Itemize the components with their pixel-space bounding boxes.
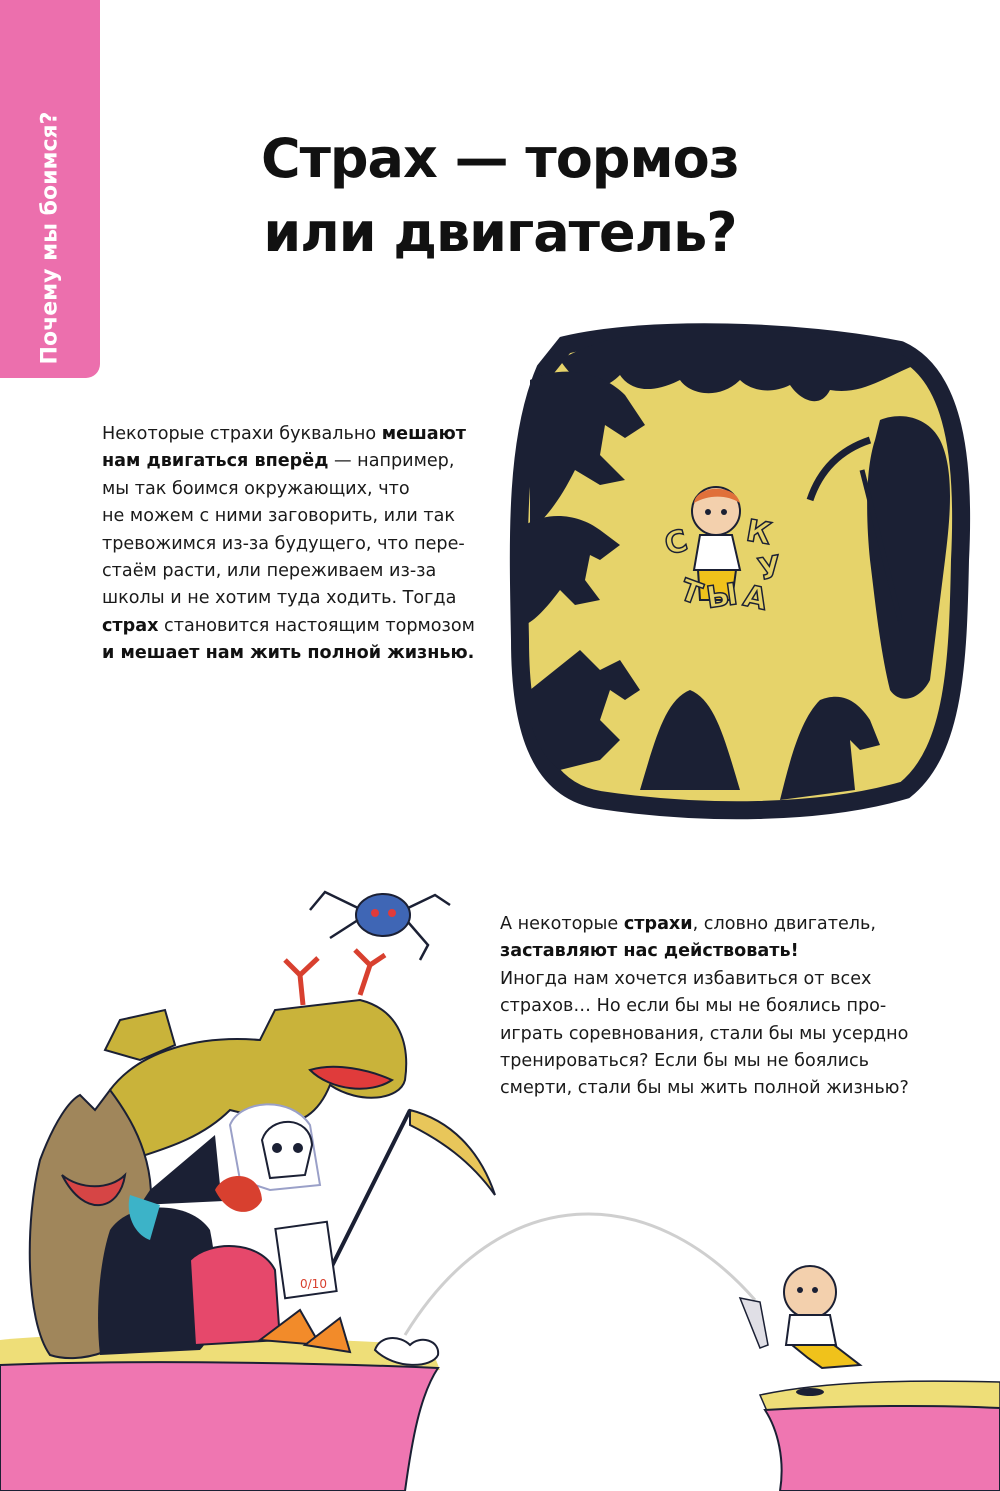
paragraph-line: страх становится настоящим тормозом: [102, 615, 475, 636]
section-tab-label: Почему мы боимся?: [37, 111, 63, 365]
paragraph-line: заставляют нас действовать!: [500, 941, 799, 962]
paragraph-line: не можем с ними заговорить, или так: [102, 506, 456, 527]
boy-eye: [721, 509, 727, 515]
letter: У: [755, 549, 785, 588]
scythe-blade: [410, 1110, 495, 1195]
spider-eye: [371, 909, 379, 917]
test-grade: 0/10: [300, 1277, 327, 1291]
letter: С: [661, 523, 692, 563]
paragraph-line: Некоторые страхи буквально мешают: [102, 424, 466, 444]
boy-eye: [812, 1287, 818, 1293]
failed-test: [275, 1222, 336, 1299]
paragraph-line: и мешает нам жить полной жизнью.: [102, 643, 475, 664]
dragon-horns: [285, 950, 385, 1005]
boy-eye: [797, 1287, 803, 1293]
boy-pants: [792, 1345, 860, 1368]
paragraph-line: тревожимся из-за будущего, что пере-: [102, 533, 465, 554]
letter: Т: [675, 572, 707, 613]
boy-head: [784, 1266, 836, 1318]
skull-eye: [293, 1143, 303, 1153]
jumping-boy: [740, 1266, 860, 1368]
letter: Ы: [704, 576, 740, 616]
paragraph-line: Иногда нам хочется избавиться от всех: [500, 968, 872, 989]
letter: А: [740, 578, 771, 618]
spider-eye: [388, 909, 396, 917]
right-cliff: [765, 1406, 1000, 1491]
boy-shirt: [786, 1315, 836, 1345]
page-title-line2: или двигатель?: [263, 201, 737, 264]
teacher-body: [190, 1246, 280, 1345]
paragraph-line: школы и не хотим туда ходить. Тогда: [102, 588, 457, 609]
jump-trajectory: [405, 1214, 755, 1335]
skull: [262, 1122, 312, 1178]
spider-body: [356, 894, 410, 936]
left-cliff: [0, 1362, 438, 1491]
paragraph-line: страхов… Но если бы мы не боялись про-: [500, 996, 887, 1017]
paragraph-line: мы так боимся окружающих, что: [102, 478, 410, 499]
running-from-fears-illustration: [0, 892, 1000, 1491]
boy-shirt: [694, 535, 740, 570]
paragraph-line: тренироваться? Если бы мы не боялись: [500, 1051, 870, 1072]
paragraph-line: стаём расти, или переживаем из-за: [102, 561, 437, 582]
paragraph-line: нам двигаться вперёд — например,: [102, 451, 455, 472]
hole: [796, 1388, 824, 1396]
skull-eye: [272, 1143, 282, 1153]
paragraph-line: играть соревнования, стали бы мы усердно: [500, 1023, 909, 1044]
boy-eye: [705, 509, 711, 515]
paragraph-line: смерти, стали бы мы жить полной жизнью?: [500, 1078, 909, 1099]
paragraph-line: А некоторые страхи, словно двигатель,: [500, 914, 876, 934]
spider: [310, 892, 450, 960]
cave-of-fears-illustration: [519, 326, 961, 810]
letter: К: [743, 513, 774, 553]
boy-sword: [740, 1298, 768, 1348]
page-title-line1: Страх — тормоз: [260, 127, 740, 190]
